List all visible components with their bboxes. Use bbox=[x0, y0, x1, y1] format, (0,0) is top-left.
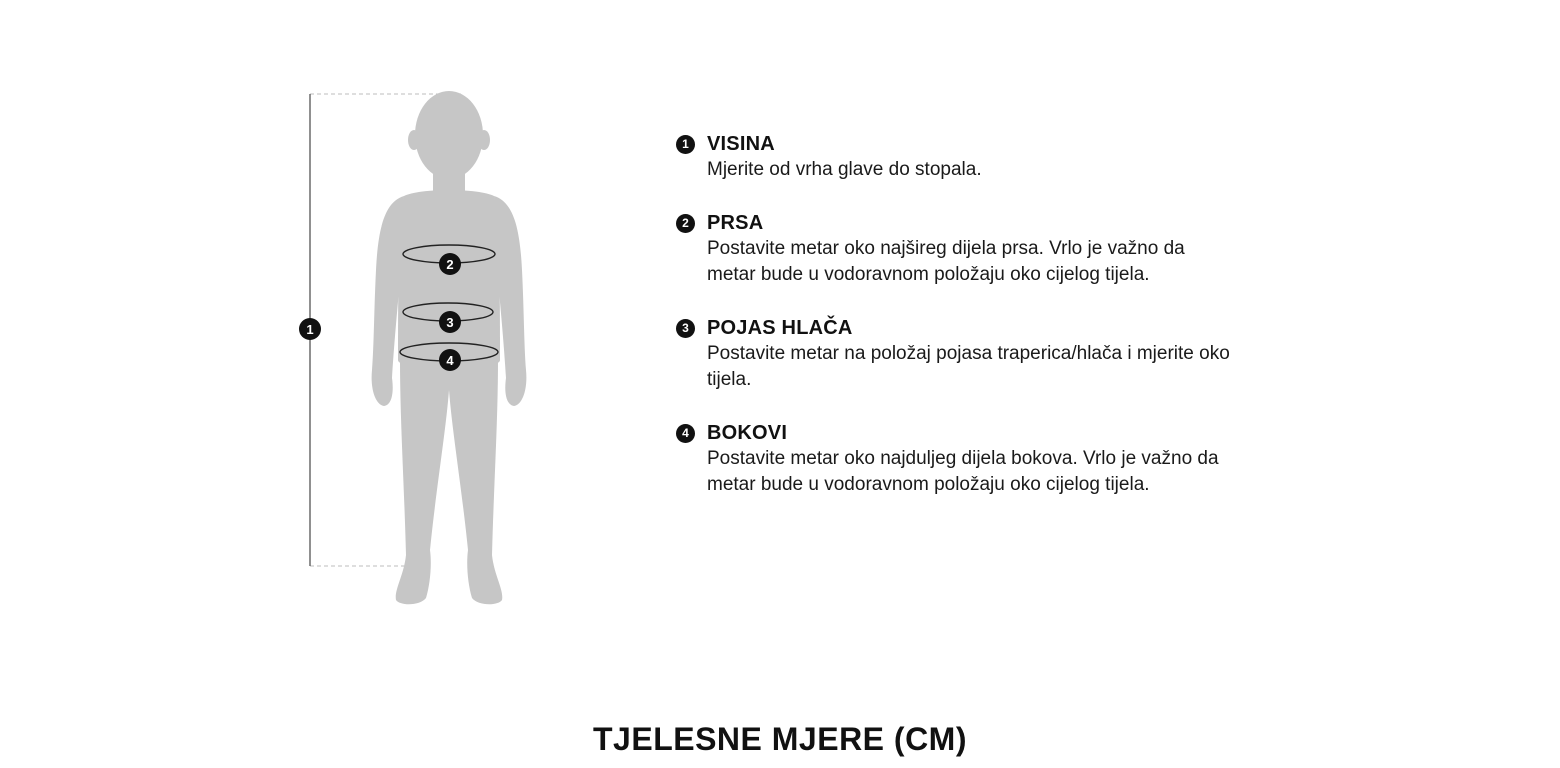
hips-marker-number: 4 bbox=[446, 353, 454, 368]
measurement-description: Postavite metar oko najduljeg dijela bokova. Vrlo je važno da metar bude u vodoravnom položaju oko cijelog tijela. bbox=[707, 447, 1219, 495]
measurement-item-waist bbox=[676, 315, 1236, 394]
measurement-description: Mjerite od vrha glave do stopala. bbox=[707, 159, 982, 180]
measurement-item-hips bbox=[676, 420, 1236, 499]
measurement-title: PRSA bbox=[707, 211, 764, 234]
number-badge: 2 bbox=[676, 214, 695, 233]
height-marker-number: 1 bbox=[306, 322, 314, 337]
number-badge: 1 bbox=[676, 135, 695, 154]
hips-marker bbox=[439, 349, 461, 371]
body-measurement-figure bbox=[280, 80, 560, 620]
measurement-instructions bbox=[676, 131, 1236, 525]
waist-marker-number: 3 bbox=[446, 315, 454, 330]
measurement-title: POJAS HLAČA bbox=[707, 316, 853, 339]
number-badge: 4 bbox=[676, 424, 695, 443]
measurement-description: Postavite metar oko najšireg dijela prsa. Vrlo je važno da metar bude u vodoravnom položaju oko cijelog tijela. bbox=[707, 237, 1185, 285]
height-marker bbox=[299, 318, 321, 340]
chest-marker bbox=[439, 253, 461, 275]
measurement-title: BOKOVI bbox=[707, 421, 788, 444]
chest-marker-number: 2 bbox=[446, 257, 454, 272]
page-heading: TJELESNE MJERE (CM) bbox=[593, 721, 967, 757]
measurement-title: VISINA bbox=[707, 133, 775, 155]
measurement-item-height bbox=[676, 131, 1236, 184]
number-badge: 3 bbox=[676, 319, 695, 338]
measurement-description: Postavite metar na položaj pojasa traperica/hlača i mjerite oko tijela. bbox=[707, 342, 1230, 390]
child-silhouette bbox=[372, 91, 527, 604]
waist-marker bbox=[439, 311, 461, 333]
measurement-item-chest bbox=[676, 210, 1236, 289]
